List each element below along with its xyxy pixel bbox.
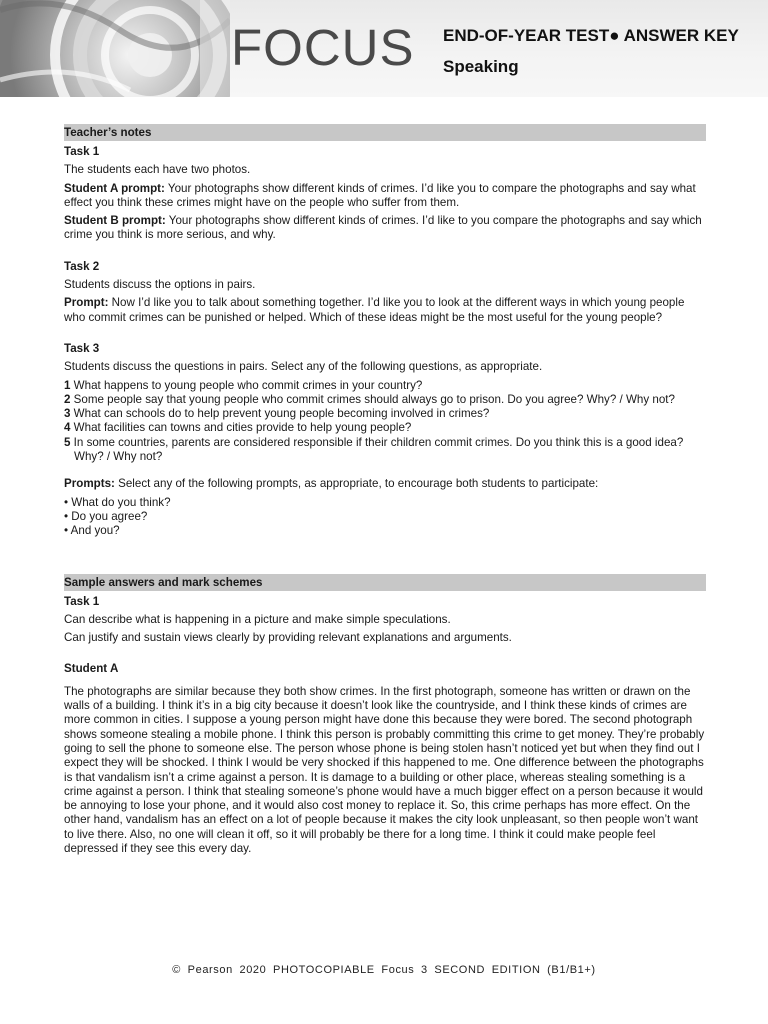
question-item bbox=[64, 393, 706, 407]
question-text: In some countries, parents are considered responsible if their children commit crimes. Do you think this is a good idea? Why? / Why not? bbox=[70, 435, 684, 464]
question-text: What facilities can towns and cities provide to help young people? bbox=[70, 421, 412, 435]
question-text: Some people say that young people who commit crimes should always go to prison. Do you agree? Why? / Why not? bbox=[70, 392, 675, 406]
page-footer: © Pearson 2020 PHOTOCOPIABLE Focus 3 SECOND EDITION (B1/B1+) bbox=[172, 964, 596, 976]
question-item bbox=[64, 379, 706, 393]
question-item bbox=[64, 421, 706, 435]
task2-prompt-label: Prompt: bbox=[64, 296, 109, 310]
student-b-prompt-label: Student B prompt: bbox=[64, 214, 166, 228]
swirl-graphic bbox=[0, 0, 230, 97]
prompt-bullet: • What do you think? bbox=[64, 495, 171, 509]
section-heading-teachers-notes: Teacher’s notes bbox=[64, 124, 706, 141]
student-a-prompt-label: Student A prompt: bbox=[64, 181, 165, 195]
criterion: Can justify and sustain views clearly by providing relevant explanations and arguments. bbox=[64, 631, 512, 645]
section-heading-sample-answers: Sample answers and mark schemes bbox=[64, 574, 706, 591]
prompts-label: Prompts: bbox=[64, 477, 115, 491]
prompt-bullet: • Do you agree? bbox=[64, 509, 148, 523]
student-a-answer: The photographs are similar because they both show crimes. In the first photograph, someone has written or drawn on the walls of a building. I think it’s in a big city because it doesn’t look like the countryside, and I think these kinds of crimes are more common in cities. I suppose a young person might have done this because they were bored. The second photograph shows someone stealing a mobile phone. I think this person is probably committing this crime to get money. They’re probably going to sell the phone to someone else. The person whose phone is being stolen hasn’t noticed yet but when they find out I expect they will be shocked. I think I would be very shocked if this happened to me. One difference between the photographs is that vandalism isn’t a crime against a person. It is damage to a building or other place, whereas stealing something is a crime against a person. I think that stealing someone’s phone would have a much bigger effect on a person because it would be annoying to lose your phone, and it would also cost money to replace it. So, this crime perhaps has more effect. On the other hand, vandalism has an effect on a lot of people because it makes the city look unpleasant, so then people won’t want to live there. Also, no one will clean it off, so it will probably be there for a long time. I think it could make people feel depressed if they see this every day. bbox=[64, 684, 705, 855]
question-number: 5 bbox=[64, 435, 71, 449]
task2-heading: Task 2 bbox=[64, 259, 100, 273]
question-number: 2 bbox=[64, 392, 71, 406]
page-header bbox=[0, 0, 768, 97]
student-b-prompt-text: Your photographs show different kinds of crimes. I’d like to you compare the photographs and say which crime you think is more serious, and why. bbox=[64, 214, 702, 242]
criterion: Can describe what is happening in a picture and make simple speculations. bbox=[64, 612, 451, 626]
task1-intro: The students each have two photos. bbox=[64, 163, 251, 177]
prompt-bullet: • And you? bbox=[64, 524, 120, 538]
prompts-text: Select any of the following prompts, as appropriate, to encourage both students to participate: bbox=[114, 477, 599, 491]
task1-heading: Task 1 bbox=[64, 145, 100, 158]
page-content bbox=[64, 124, 706, 860]
student-a-prompt bbox=[64, 182, 706, 211]
task2-intro: Students discuss the options in pairs. bbox=[64, 278, 256, 292]
question-list bbox=[64, 379, 706, 465]
question-number: 4 bbox=[64, 421, 71, 435]
prompts-intro bbox=[64, 477, 706, 491]
student-b-prompt bbox=[64, 214, 706, 243]
question-item bbox=[64, 407, 706, 421]
question-number: 3 bbox=[64, 407, 71, 421]
question-text: What can schools do to help prevent young people becoming involved in crimes? bbox=[70, 407, 490, 421]
question-item bbox=[64, 436, 706, 465]
task3-intro: Students discuss the questions in pairs. Select any of the following questions, as appropriate. bbox=[64, 360, 543, 374]
task2-prompt-text: Now I’d like you to talk about something together. I’d like you to look at the different ways in which young people who commit crimes can be punished or helped. Which of these ideas might be the most useful for the young people? bbox=[64, 296, 685, 324]
question-text: What happens to young people who commit crimes in your country? bbox=[70, 378, 423, 392]
task2-prompt bbox=[64, 296, 706, 325]
page-subtitle: Speaking bbox=[443, 57, 519, 76]
question-number: 1 bbox=[64, 378, 71, 392]
task3-heading: Task 3 bbox=[64, 341, 100, 355]
sample-task1-heading: Task 1 bbox=[64, 594, 100, 608]
student-a-heading: Student A bbox=[64, 662, 119, 676]
page-title: END-OF-YEAR TEST● ANSWER KEY bbox=[443, 26, 739, 45]
prompt-bullets bbox=[64, 496, 706, 539]
student-a-prompt-text: Your photographs show different kinds of crimes. I’d like you to compare the photographs and say what effect you think these crimes might have on the people who suffer from them. bbox=[64, 181, 696, 209]
focus-logo: FOCUS bbox=[231, 19, 415, 76]
